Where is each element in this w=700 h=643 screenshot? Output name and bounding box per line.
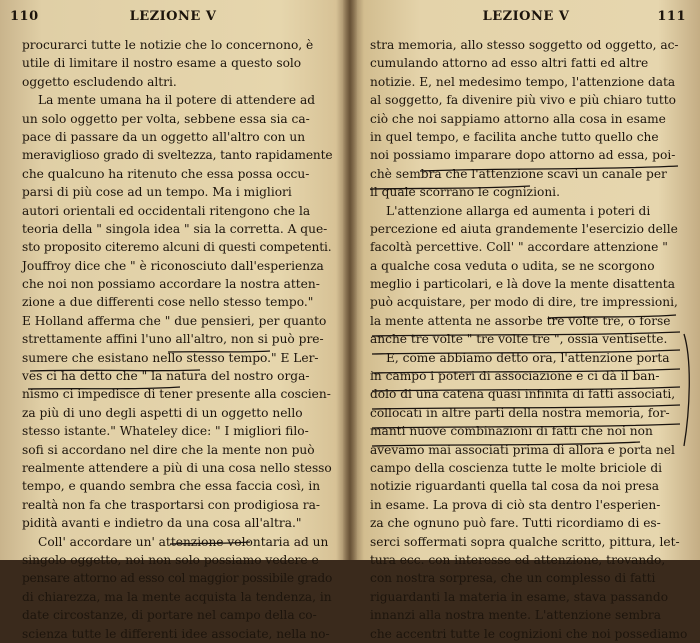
left-page-header: [0, 9, 346, 29]
text-line: notizie. E, nel medesimo tempo, l'attenzione data: [370, 74, 676, 89]
text-line: anche tre volte " tre volte tre ", ossia ventisette.: [370, 332, 668, 347]
text-line: scienza tutte le differenti idee associate, nella no-: [22, 626, 330, 641]
text-line: L'attenzione allarga ed aumenta i poteri di: [386, 203, 651, 218]
text-line: procurarci tutte le notizie che lo concernono, è: [22, 38, 314, 52]
text-line: serci soffermati sopra qualche scritto, pittura, let-: [370, 534, 680, 549]
text-line: in quel tempo, e facilita anche tutto quello che: [370, 129, 659, 144]
text-line: pensare attorno ad esso col maggior possibile grado: [22, 571, 333, 586]
text-line: za che ognuno può fare. Tutti ricordiamo di es-: [370, 516, 661, 531]
text-line: cumulando attorno ad esso altri fatti ed altre: [370, 56, 649, 71]
text-line: nismo ci impedisce di tener presente alla coscien-: [22, 387, 331, 402]
text-line: sofi si accordano nel dire che la mente non può: [22, 442, 315, 457]
text-line: pidità avanti e indietro da una cosa all'altra.": [22, 516, 302, 531]
text-line: singolo oggetto, noi non solo possiamo vedere e: [22, 552, 319, 567]
text-line: stesso istante." Whateley dice: " I migliori filo-: [22, 424, 309, 439]
text-line: meglio i particolari, e là dove la mente disattenta: [370, 277, 675, 292]
text-line: Jouffroy dice che " è riconosciuto dall'esperienza: [22, 258, 324, 273]
text-line: E, come abbiamo detto ora, l'attenzione porta: [386, 350, 670, 365]
right-page-text: [370, 36, 688, 643]
right-page-title: LEZIONE V: [482, 9, 570, 24]
text-line: campo della coscienza tutte le molte briciole di: [370, 460, 663, 475]
text-line: in esame. La prova di ciò sta dentro l'esperien-: [370, 497, 661, 512]
text-line: dolo di una catena quasi infinita di fatti associati,: [370, 387, 676, 402]
right-page-header: [352, 9, 700, 29]
text-line: chè sembra che l'attenzione scavi un canale per: [370, 166, 667, 181]
text-line: innanzi alla nostra mente. L'attenzione sembra: [370, 608, 661, 623]
text-line: stra memoria, allo stesso soggetto od oggetto, ac-: [370, 38, 679, 52]
text-line: realmente attendere a più di una cosa nello stesso: [22, 460, 332, 475]
text-line: in campo i poteri di associazione e ci dà il ban-: [370, 369, 660, 384]
text-line: a qualche cosa veduta o udita, se ne scorgono: [370, 258, 655, 273]
text-line: meraviglioso grado di sveltezza, tanto rapidamente: [22, 148, 333, 163]
text-line: notizie riguardanti quella tal cosa da noi presa: [370, 479, 659, 494]
text-line: sto proposito citeremo alcuni di questi competenti.: [22, 240, 332, 255]
text-line: ves ci ha detto che " la natura del nostro orga-: [22, 369, 310, 384]
text-line: ciò che noi sappiamo attorno alla cosa in esame: [370, 111, 666, 126]
text-line: pace di passare da un oggetto all'altro con un: [22, 129, 306, 144]
text-line: che noi non possiamo accordare la nostra atten-: [22, 277, 320, 292]
text-line: può acquistare, per modo di dire, tre impressioni,: [370, 295, 678, 310]
text-line: autori orientali ed occidentali ritengono che la: [22, 203, 311, 218]
text-line: tempo, e quando sembra che essa faccia così, in: [22, 479, 321, 494]
text-line: oggetto escludendo altri.: [22, 74, 177, 89]
text-line: manti nuove combinazioni di fatti che noi non: [370, 424, 653, 439]
text-line: strettamente affini l'uno all'altro, non si può pre-: [22, 332, 324, 347]
left-page: [0, 0, 346, 641]
text-line: avevamo mai associati prima di allora e porta nel: [370, 442, 675, 457]
text-line: za più di uno degli aspetti di un oggetto nello: [22, 405, 303, 420]
text-line: parsi di più cose ad un tempo. Ma i migliori: [22, 185, 292, 200]
text-line: zione a due differenti cose nello stesso tempo.": [22, 295, 314, 310]
text-line: che qualcuno ha ritenuto che essa possa occu-: [22, 166, 310, 181]
text-line: il quale scorrano le cognizioni.: [370, 185, 560, 200]
text-line: la mente attenta ne assorbe tre volte tre, o forse: [370, 313, 671, 328]
text-line: Coll' accordare un' attenzione volontaria ad un: [38, 534, 329, 549]
right-page-number: 111: [657, 9, 686, 24]
text-line: collocati in altre parti della nostra memoria, for-: [370, 405, 670, 420]
left-page-title: LEZIONE V: [129, 9, 217, 24]
text-line: percezione ed aiuta grandemente l'esercizio delle: [370, 221, 678, 236]
text-line: tura ecc. con interesse ed attenzione, trovando,: [370, 552, 666, 567]
text-line: riguardanti la materia in esame, stava passando: [370, 589, 669, 604]
text-line: date circostanze, di portare nel campo della co-: [22, 608, 317, 623]
text-line: utile di limitare il nostro esame a questo solo: [22, 56, 302, 71]
text-line: di chiarezza, ma la mente acquista la tendenza, in: [22, 589, 332, 604]
text-line: La mente umana ha il potere di attendere ad: [38, 93, 316, 108]
text-line: noi possiamo imparare dopo attorno ad essa, poi-: [370, 148, 676, 163]
text-line: con nostra sorpresa, che un complesso di fatti: [370, 571, 656, 586]
text-line: facoltà percettive. Coll' " accordare attenzione ": [370, 240, 668, 255]
text-line: al soggetto, fa divenire più vivo e più chiaro tutto: [370, 93, 677, 108]
text-line: teoria della " singola idea " sia la corretta. A que-: [22, 221, 328, 236]
text-line: sumere che esistano nello stesso tempo." E Ler-: [22, 350, 319, 365]
text-line: che accentri tutte le cognizioni che noi possediamo: [370, 626, 688, 641]
left-page-text: [22, 36, 332, 643]
right-page: [352, 0, 700, 641]
text-line: un solo oggetto per volta, sebbene essa sia ca-: [22, 111, 310, 126]
text-line: E Holland afferma che " due pensieri, per quanto: [22, 313, 327, 328]
left-page-number: 110: [10, 9, 39, 24]
text-line: realtà non fa che trasportarsi con prodigiosa ra-: [22, 497, 320, 512]
